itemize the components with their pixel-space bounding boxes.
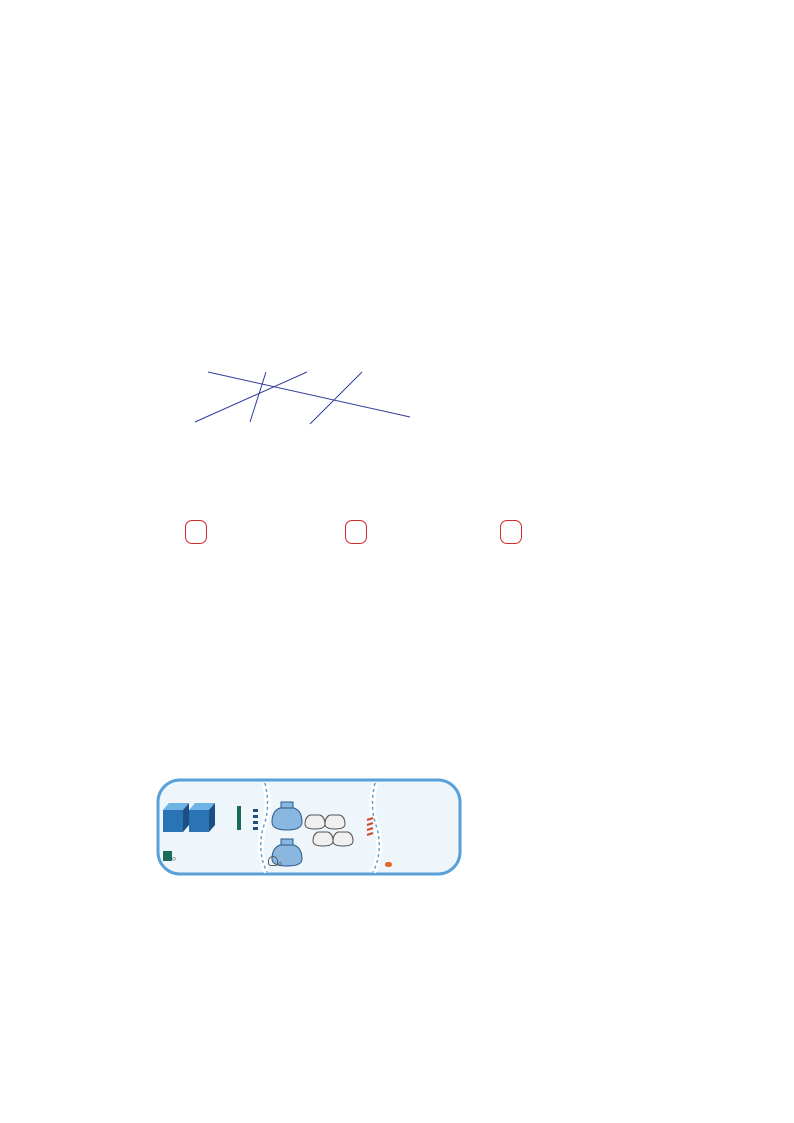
q3-picture-panel: [155, 775, 465, 880]
inequality-1: [182, 520, 210, 544]
thousand-cube-icon: [163, 803, 189, 832]
small-bag-icon: [305, 815, 325, 829]
small-bag-icon: [325, 815, 345, 829]
panel1-text: 。: [163, 847, 183, 863]
answer-box-1[interactable]: [185, 520, 207, 544]
thousand-cube-icon: [189, 803, 215, 832]
abacus-row-top: [160, 165, 450, 225]
bead-icon: [385, 862, 392, 867]
small-bag-icon: [333, 832, 353, 846]
panel3-text-2: [385, 857, 392, 870]
panel2-text: 。: [268, 852, 289, 868]
answer-box-3[interactable]: [500, 520, 522, 544]
small-bag-icon: [313, 832, 333, 846]
match-line-7593: [310, 372, 362, 424]
answer-box-2[interactable]: [345, 520, 367, 544]
hundred-flat-icon: [163, 851, 172, 861]
hundred-flat-icon: [237, 806, 241, 830]
answer-abacus-diagram: [150, 360, 450, 480]
small-bag-icon: [268, 856, 278, 866]
inequality-3: [497, 520, 525, 544]
inequality-2: [342, 520, 370, 544]
match-line-754: [250, 372, 266, 422]
match-line-307: [208, 372, 410, 417]
match-line-371: [195, 372, 307, 422]
